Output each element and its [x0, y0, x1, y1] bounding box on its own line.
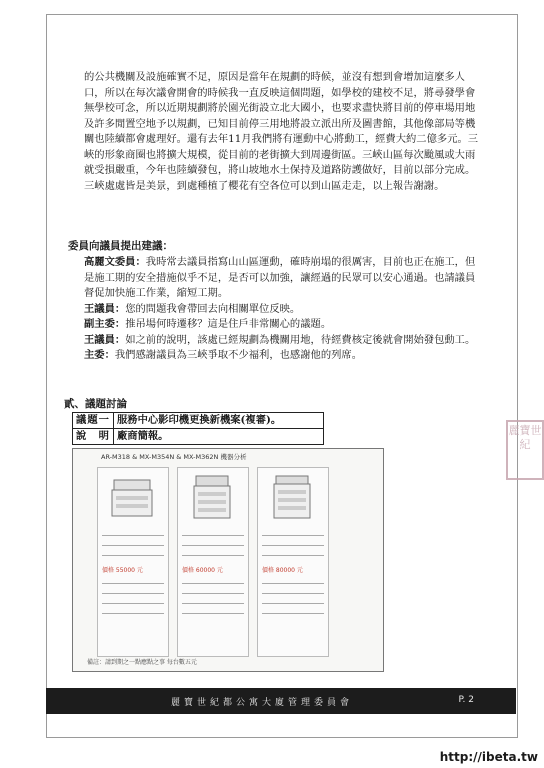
spec-sheet-title: AR-M318 & MX-M354N & MX-M362N 機器分析: [101, 453, 247, 461]
spec-column: [177, 467, 249, 657]
section-title: 貳、議題討論: [64, 398, 127, 410]
official-stamp: 麗寶世紀: [506, 420, 544, 480]
meeting-report-paragraph: [84, 70, 484, 194]
dialog-text: 我們感謝議員為三峽爭取不少福利，也感謝他的列席。: [114, 349, 363, 361]
speaker-name: 主委：: [84, 349, 115, 361]
dialog-text: 您的問題我會帶回去向相關單位反映。: [125, 302, 301, 315]
agenda-key: 說 明: [73, 429, 114, 445]
copier-spec-sheet: [72, 448, 384, 672]
dialog-entry: [84, 333, 484, 349]
dialog-section: [84, 255, 484, 364]
dialog-text: 我時常去議員指寫山山區運動，確時崩塌的很厲害，目前也正在施工，但是施工期的安全措施似乎不足，是否可以加強，讓經過的民眾可以安心通過。也請議員督促加快施工作業，縮短工期。: [84, 256, 476, 299]
spec-details: [102, 526, 164, 623]
spec-price: 價格 60000 元: [182, 567, 223, 574]
dialog-text: 推吊場何時遷移？這是住戶非常關心的議題。: [125, 318, 332, 330]
spec-price: 價格 80000 元: [262, 567, 303, 574]
dialog-entry: [84, 348, 484, 364]
dialog-entry: [84, 302, 484, 318]
footer-org-name: 麗寶世紀都公寓大廈管理委員會: [171, 698, 354, 708]
proposal-heading: 委員向議員提出建議：: [68, 240, 173, 252]
dialog-text: 如之前的說明，該處已經規劃為機關用地，待經費核定後就會開始發包動工。: [125, 333, 476, 346]
report-text: 的公共機關及設施確實不足，原因是當年在規劃的時候，並沒有想到會增加這麼多人口，所以在每次議會開會的時候我一直反映這個問題，如學校的建校不足，將尋發學會無學校可念，所以近期規劃將於園光街設立北大國小，也要求盡快將目前的停車場用地及許多閒置空地予以規劃，已知目前停三用地將設立派出所及圖書館，其他像部局等機關也陸續都會處理好。還有去年11月我們將有運動中心將動工，經費大約二億多元。三峽的形象商圈也將擴大規模，從目前的老街擴大到周邊街區。三峽山區每次颱風或大雨就受損嚴重，今年也陸續發包，將山坡地水土保持及道路防護做好，目前以部分完成。三峽處處皆是美景，到處種植了櫻花有空各位可以到山區走走，以上報告謝謝。: [84, 71, 479, 192]
spec-details: [262, 526, 324, 623]
table-row: [73, 413, 324, 429]
watermark-url: http://ibeta.tw: [439, 750, 538, 764]
spec-column: [257, 467, 329, 657]
copier-icon: [270, 474, 314, 520]
table-row: [73, 429, 324, 445]
agenda-key: 議題一: [73, 413, 114, 429]
agenda-table: [72, 412, 324, 445]
copier-icon: [190, 474, 234, 520]
agenda-value: 服務中心影印機更換新機案(複審)。: [114, 413, 324, 429]
footer-bar: [46, 688, 516, 714]
dialog-entry: [84, 255, 484, 302]
dialog-entry: [84, 317, 484, 333]
speaker-name: 王議員：: [84, 333, 126, 346]
speaker-name: 王議員：: [84, 302, 126, 315]
agenda-value: 廠商簡報。: [114, 429, 324, 445]
spec-column: [97, 467, 169, 657]
copier-icon: [110, 474, 154, 520]
spec-price: 價格 55000 元: [102, 567, 143, 574]
speaker-name: 高麗文委員：: [84, 256, 146, 268]
page-number: P. 2: [458, 695, 474, 705]
spec-footnote: 備註：請到期之一點應點之事 每台數五元: [87, 659, 197, 666]
spec-details: [182, 526, 244, 623]
speaker-name: 副主委：: [84, 318, 126, 330]
